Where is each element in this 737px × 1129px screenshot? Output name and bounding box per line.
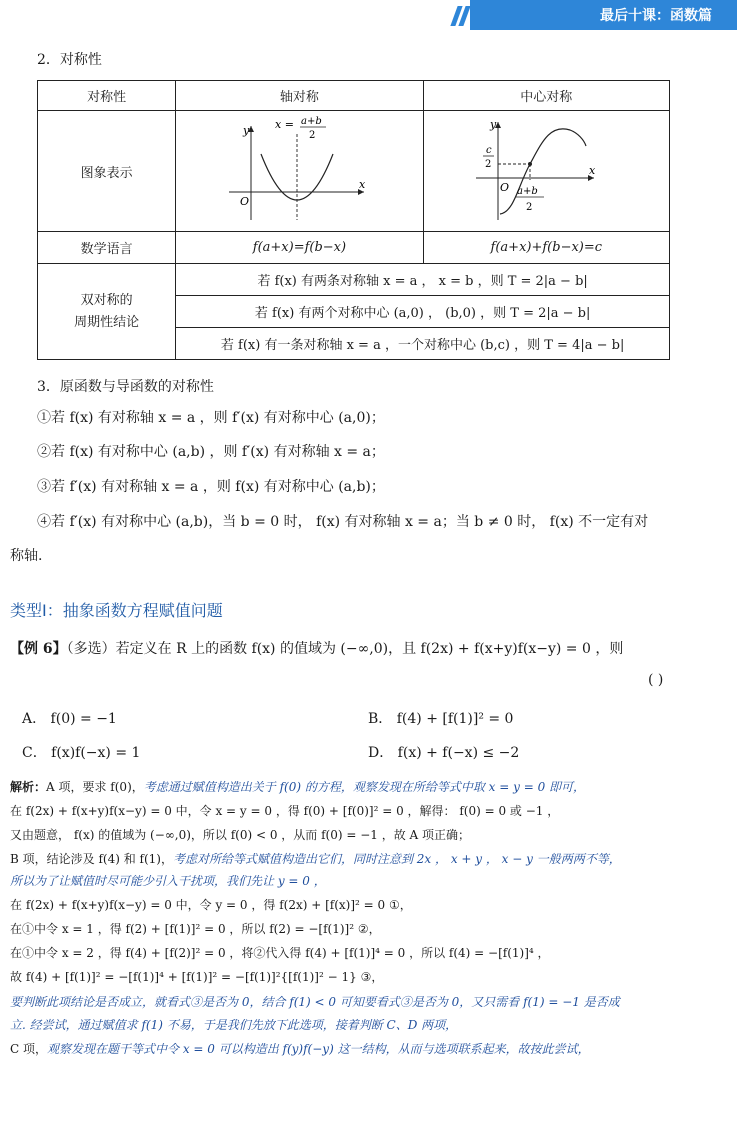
option-a: A． f(0) = −1 — [22, 711, 117, 727]
x-label: x — [589, 164, 596, 177]
period-conclusion: 若 f(x) 有两个对称中心 (a,0) ， (b,0) ，则 T = 2|a − b| — [176, 296, 670, 328]
axis-language: f(a+x)=f(b−x) — [176, 232, 423, 264]
solution-text: B 项，结论涉及 f(4) 和 f(1)， — [10, 852, 173, 866]
type-title: 类型Ⅰ：抽象函数方程赋值问题 — [10, 601, 223, 620]
row-label-period-line2: 周期性结论 — [74, 314, 140, 330]
example-tag: 【例 6】 — [10, 641, 67, 657]
center-language: f(a+x)+f(b−x)=c — [423, 232, 669, 264]
solution-line: 在 f(2x) + f(x+y)f(x−y) = 0 中，令 y = 0 ，得 f(2x) + [f(x)]² = 0 ①， — [10, 898, 412, 912]
axis-equation: x = — [275, 118, 295, 131]
x-numerator: a+b — [517, 186, 539, 197]
period-conclusion: 若 f(x) 有一条对称轴 x = a ，一个对称中心 (b,c) ，则 T = 4|a − b| — [176, 328, 670, 360]
solution-text: C 项， — [10, 1042, 47, 1056]
solution-line — [10, 778, 585, 795]
period-conclusion: 若 f(x) 有两条对称轴 x = a ， x = b ，则 T = 2|a − b| — [176, 264, 670, 296]
handwritten-note: 要判断此项结论是否成立，就看式③是否为 0，结合 f(1) < 0 可知要看式③是否为 0，又只需看 f(1) = −1 是否成 — [10, 995, 620, 1009]
axis-numerator: a+b — [301, 116, 323, 127]
table-header-symmetry: 对称性 — [38, 81, 176, 111]
solution-line: 故 f(4) + [f(1)]² = −[f(1)]⁴ + [f(1)]² = −[f(1)]²{[f(1)]² − 1} ③， — [10, 970, 384, 984]
derivative-rule-4: ④若 f′(x) 有对称中心 (a,b)，当 b = 0 时， f(x) 有对称轴 x = a；当 b ≠ 0 时， f(x) 不一定有对 — [37, 514, 649, 530]
row-label-period — [38, 264, 176, 360]
handwritten-note: 所以为了让赋值时尽可能少引入干扰项，我们先让 y = 0 ， — [10, 874, 326, 888]
example-question: （多选）若定义在 R 上的函数 f(x) 的值域为 (−∞,0)，且 f(2x) + f(x+y)f(x−y) = 0 ，则 — [66, 641, 624, 657]
option-b: B． f(4) + [f(1)]² = 0 — [368, 711, 514, 727]
origin-label: O — [240, 195, 250, 208]
example-stem — [10, 638, 623, 658]
handwritten-note: 考虑通过赋值构造出关于 f(0) 的方程，观察发现在所给等式中取 x = y = 0 即可， — [143, 780, 586, 794]
solution-text: A 项，要求 f(0)， — [46, 780, 144, 794]
option-c: C． f(x)f(−x) = 1 — [22, 745, 141, 761]
section-3-title: 3．原函数与导函数的对称性 — [37, 379, 214, 395]
solution-line — [10, 1040, 590, 1057]
y-label: y — [490, 118, 497, 131]
row-label-language: 数学语言 — [38, 232, 176, 264]
answer-paren: ( ) — [648, 672, 664, 688]
y-label: y — [243, 124, 250, 137]
row-label-period-line1: 双对称的 — [80, 292, 133, 308]
c-numerator: c — [486, 145, 492, 156]
solution-line: 又由题意， f(x) 的值域为 (−∞,0)，所以 f(0) < 0 ，从而 f(0) = −1 ，故 A 项正确； — [10, 828, 471, 842]
center-point — [528, 162, 532, 166]
derivative-rule-2: ②若 f(x) 有对称中心 (a,b) ，则 f′(x) 有对称轴 x = a； — [37, 444, 385, 460]
table-header-center: 中心对称 — [423, 81, 669, 111]
table-header-axis: 轴对称 — [176, 81, 423, 111]
axis-denominator: 2 — [309, 130, 316, 141]
solution-line — [10, 850, 621, 867]
solution-line: 在 f(2x) + f(x+y)f(x−y) = 0 中，令 x = y = 0 ，得 f(0) + [f(0)]² = 0 ，解得： f(0) = 0 或 −1 ， — [10, 804, 560, 818]
option-d: D． f(x) + f(−x) ≤ −2 — [368, 745, 520, 761]
handwritten-note: 立. 经尝试，通过赋值求 f(1) 不易，于是我们先放下此选项，接着判断 C、D 两项， — [10, 1018, 458, 1032]
axis-symmetry-graph — [229, 116, 369, 226]
center-graph-cell — [423, 111, 669, 232]
section-2-title: 2．对称性 — [37, 52, 102, 68]
origin-label: O — [500, 181, 510, 194]
c-denominator: 2 — [485, 159, 492, 170]
derivative-rule-1: ①若 f(x) 有对称轴 x = a ，则 f′(x) 有对称中心 (a,0)； — [37, 410, 385, 426]
header-title: 最后十课：函数篇 — [600, 8, 712, 24]
center-symmetry-graph — [476, 116, 616, 226]
axis-graph-cell — [176, 111, 423, 232]
symmetry-table — [37, 80, 670, 360]
row-label-graph: 图象表示 — [38, 111, 176, 232]
handwritten-note: 考虑对所给等式赋值构造出它们，同时注意到 2x ， x + y ， x − y 一般两两不等， — [172, 852, 621, 866]
x-denominator: 2 — [526, 202, 533, 213]
solution-line: 在①中令 x = 1 ，得 f(2) + [f(1)]² = 0 ，所以 f(2) = −[f(1)]² ②， — [10, 922, 381, 936]
s-curve — [500, 129, 586, 214]
solution-label: 解析： — [10, 780, 47, 794]
derivative-rule-4-cont: 称轴. — [10, 548, 43, 564]
handwritten-note: 观察发现在题干等式中令 x = 0 可以构造出 f(y)f(−y) 这一结构，从而与选项联系起来，故按此尝试， — [47, 1042, 590, 1056]
derivative-rule-3: ③若 f′(x) 有对称轴 x = a ，则 f(x) 有对称中心 (a,b)； — [37, 479, 385, 495]
x-label: x — [359, 178, 366, 191]
solution-line: 在①中令 x = 2 ，得 f(4) + [f(2)]² = 0 ，将②代入得 f(4) + [f(1)]⁴ = 0 ，所以 f(4) = −[f(1)]⁴ ， — [10, 946, 550, 960]
